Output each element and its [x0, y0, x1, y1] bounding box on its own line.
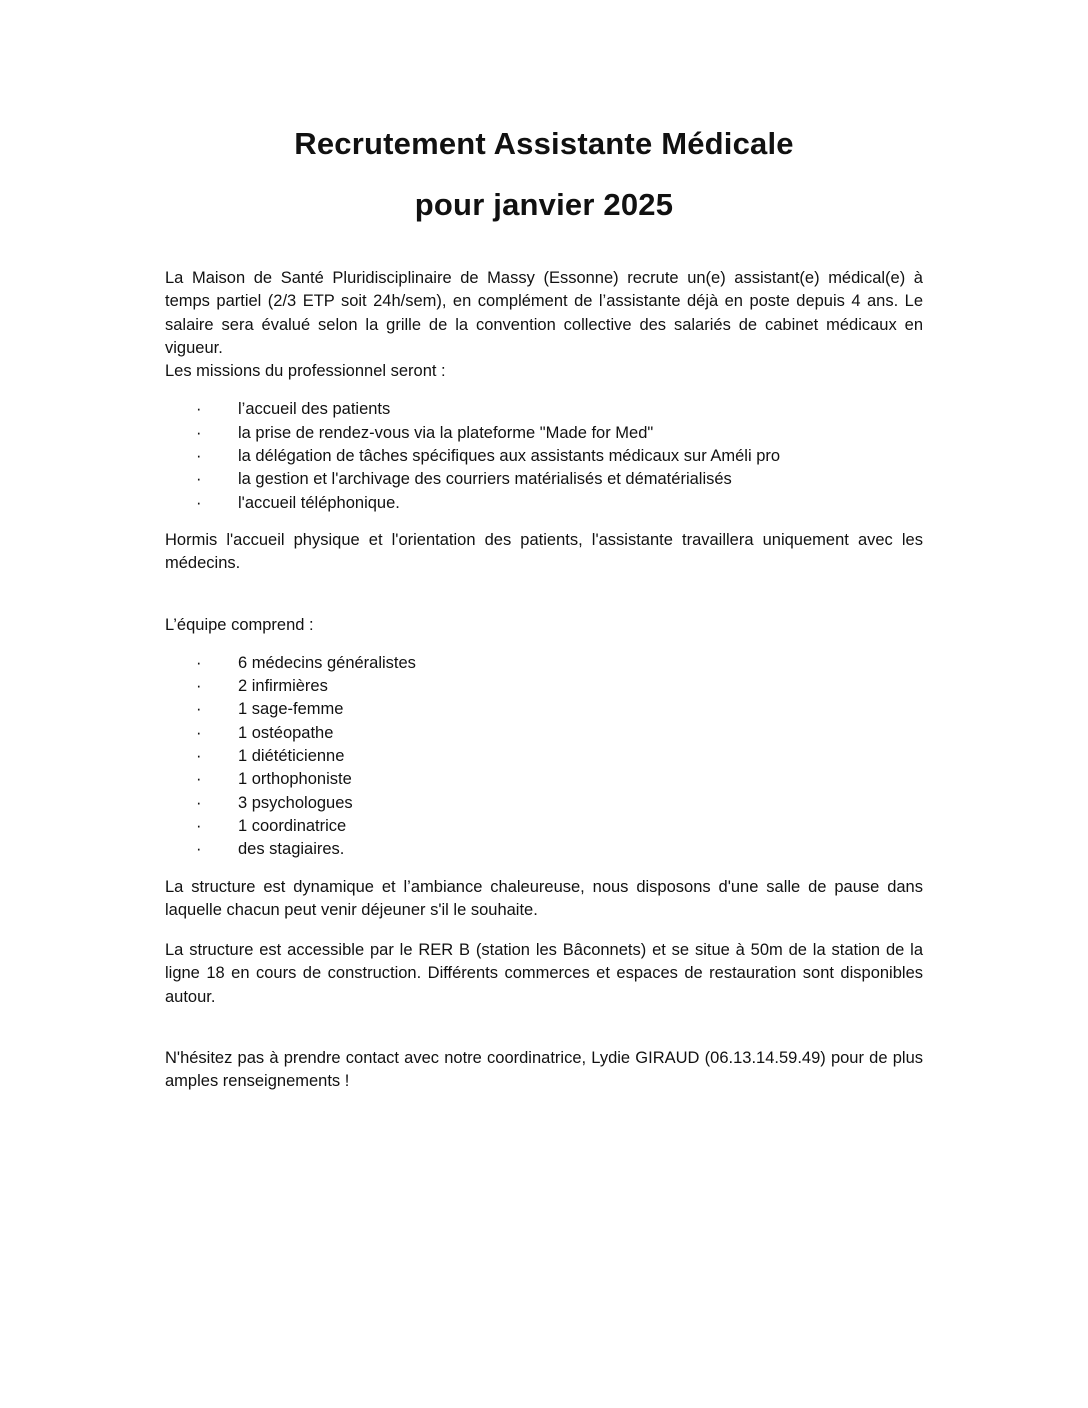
intro-paragraph: La Maison de Santé Pluridisciplinaire de Massy (Essonne) recrute un(e) assistant(e) médical(e) à temps partiel (2/3 ETP soit 24h/sem), en complément de l’assistante déjà en poste depuis 4 ans. Le salaire sera évalué selon la grille de la convention collective des salariés de cabinet médicaux en vigueur.	[165, 269, 923, 357]
team-member: des stagiaires.	[238, 840, 345, 859]
mission-text: la gestion et l'archivage des courriers matérialisés et dématérialisés	[238, 470, 732, 489]
team-list	[165, 652, 923, 862]
document-body	[165, 267, 923, 1094]
list-item	[165, 492, 923, 515]
mission-text: l'accueil téléphonique.	[238, 493, 400, 512]
list-item	[165, 745, 923, 768]
bullet-icon: ·	[196, 470, 202, 489]
mission-text: l’accueil des patients	[238, 400, 391, 419]
team-member: 1 coordinatrice	[238, 816, 347, 835]
bullet-icon: ·	[196, 816, 202, 835]
bullet-icon: ·	[196, 653, 202, 672]
accueil-paragraph: Hormis l'accueil physique et l'orientation des patients, l'assistante travaillera uniquement avec les médecins.	[165, 530, 923, 573]
bullet-icon: ·	[196, 493, 202, 512]
contact-paragraph: N'hésitez pas à prendre contact avec notre coordinatrice, Lydie GIRAUD (06.13.14.59.49) pour de plus amples renseignements !	[165, 1049, 923, 1091]
list-item	[165, 468, 923, 491]
bullet-icon: ·	[196, 423, 202, 442]
list-item	[165, 398, 923, 421]
page-title: Recrutement Assistante Médicale	[294, 126, 794, 161]
team-member: 6 médecins généralistes	[238, 653, 416, 672]
missions-list	[165, 398, 923, 514]
team-member: 2 infirmières	[238, 677, 328, 696]
team-member: 3 psychologues	[238, 793, 353, 812]
page-subtitle: pour janvier 2025	[414, 187, 674, 222]
bullet-icon: ·	[196, 677, 202, 696]
bullet-icon: ·	[196, 747, 202, 766]
missions-heading: Les missions du professionnel seront :	[165, 362, 446, 381]
list-item	[165, 768, 923, 791]
ambiance-paragraph: La structure est dynamique et l’ambiance chaleureuse, nous disposons d'une salle de pause dans laquelle chacun peut venir déjeuner s'il le souhaite.	[165, 877, 923, 919]
bullet-icon: ·	[196, 723, 202, 742]
list-item	[165, 792, 923, 815]
mission-text: la délégation de tâches spécifiques aux assistants médicaux sur Améli pro	[238, 447, 781, 466]
list-item	[165, 722, 923, 745]
list-item	[165, 422, 923, 445]
access-paragraph: La structure est accessible par le RER B (station les Bâconnets) et se situe à 50m de la station de la ligne 18 en cours de construction. Différents commerces et espaces de restauration sont disponibles autour.	[165, 941, 923, 1006]
list-item	[165, 838, 923, 861]
list-item	[165, 698, 923, 721]
mission-text: la prise de rendez-vous via la plateforme "Made for Med"	[238, 423, 654, 442]
bullet-icon: ·	[196, 400, 202, 419]
team-member: 1 diététicienne	[238, 747, 345, 766]
list-item	[165, 815, 923, 838]
bullet-icon: ·	[196, 447, 202, 466]
list-item	[165, 652, 923, 675]
bullet-icon: ·	[196, 840, 202, 859]
team-member: 1 orthophoniste	[238, 770, 352, 789]
list-item	[165, 675, 923, 698]
bullet-icon: ·	[196, 770, 202, 789]
bullet-icon: ·	[196, 793, 202, 812]
team-member: 1 sage-femme	[238, 700, 344, 719]
bullet-icon: ·	[196, 700, 202, 719]
team-heading: L’équipe comprend :	[165, 615, 314, 634]
team-member: 1 ostéopathe	[238, 723, 334, 742]
list-item	[165, 445, 923, 468]
